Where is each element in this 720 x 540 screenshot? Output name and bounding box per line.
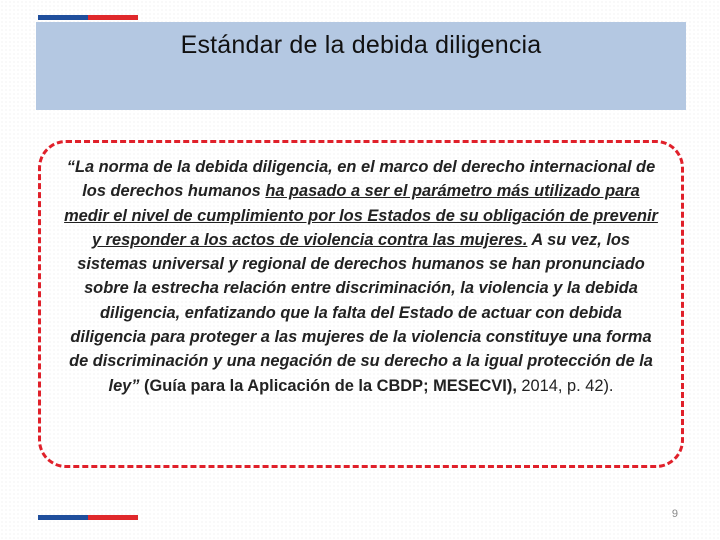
quote-box [38, 140, 684, 468]
quote-text [64, 158, 658, 395]
citation-source: (Guía para la Aplicación de la CBDP; MESECVI), [139, 376, 517, 395]
quote-part-1: “La norma de la debida diligencia, en el marco del derecho internacional de los derechos humanos [66, 158, 656, 201]
page-number: 9 [671, 508, 678, 520]
chile-flag-stripe-top [38, 15, 138, 20]
title-band [36, 22, 686, 110]
slide-title: Estándar de la debida diligencia [180, 31, 542, 59]
chile-flag-stripe-bottom [38, 515, 138, 520]
quote-part-2: A su vez, los sistemas universal y regional de derechos humanos se han pronunciado sobre la estrecha relación entre discriminación, la violencia y la debida diligencia, enfatizando que la falta del Estado de actuar con debida diligencia para proteger a las mujeres de la violencia constituye una forma de discriminación y una negación de su derecho a la igual protección de la ley” [69, 230, 653, 395]
flag-blue-segment [38, 15, 88, 20]
flag-red-segment [88, 15, 138, 20]
quote-underlined-text: ha pasado a ser el parámetro más utilizado para medir el nivel de cumplimiento por los Estados de su obligación de prevenir y responder a los actos de violencia contra las mujeres. [64, 182, 658, 249]
flag-red-segment [88, 515, 138, 520]
citation-year-page: 2014, p. 42). [516, 376, 614, 395]
flag-blue-segment [38, 515, 88, 520]
